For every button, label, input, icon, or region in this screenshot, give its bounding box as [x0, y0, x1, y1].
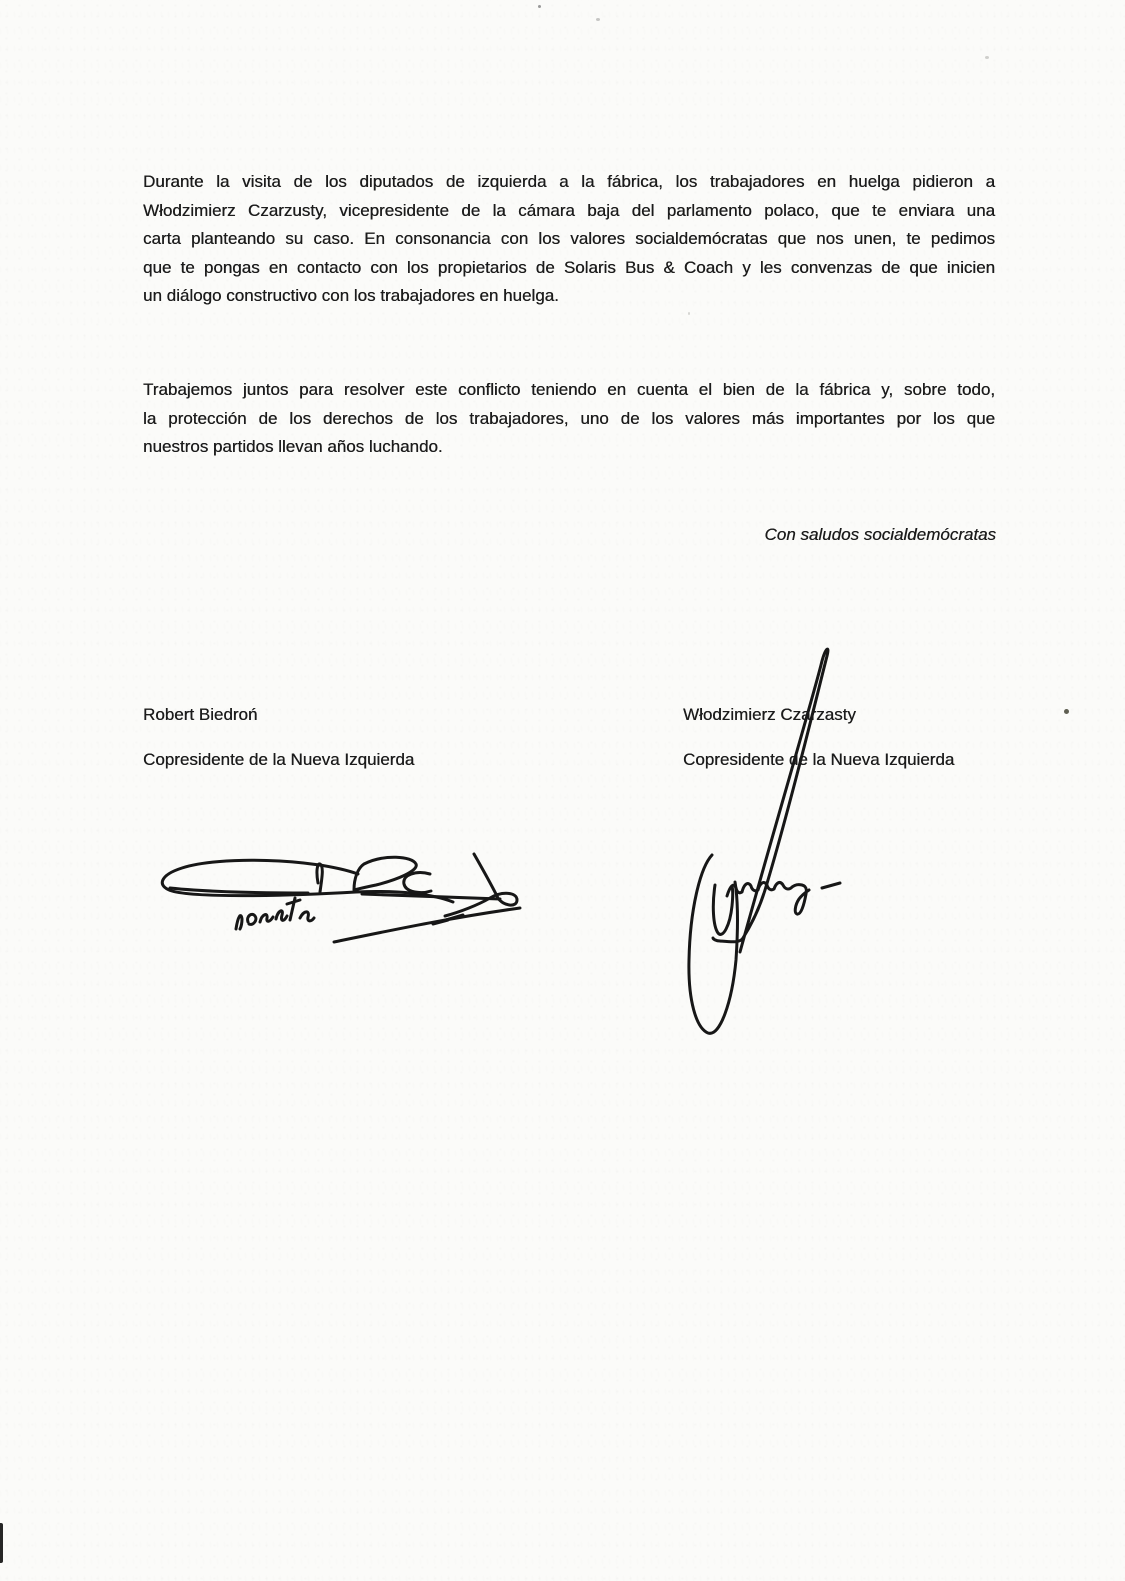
signatory-robert-biedron: [143, 701, 414, 774]
paragraph-line: la protección de los derechos de los trabajadores, uno de los valores más importantes por los que: [143, 408, 995, 428]
paragraph-line: nuestros partidos llevan años luchando.: [143, 437, 443, 457]
signatory-name: Włodzimierz Czarzasty: [683, 705, 856, 724]
signatory-wlodzimierz-czarzasty: [683, 701, 954, 774]
paragraph-line: Durante la visita de los diputados de izquierda a la fábrica, los trabajadores en huelga pidieron a: [143, 172, 995, 191]
paragraph-line: carta planteando su caso. En consonancia con los valores socialdemócratas que nos unen, te pedimos: [143, 229, 995, 249]
signatory-title: Copresidente de la Nueva Izquierda: [143, 749, 415, 769]
scan-speckle: [985, 56, 989, 59]
paragraph-line: que te pongas en contacto con los propietarios de Solaris Bus & Coach y les convenzas de que inicien: [143, 257, 995, 277]
signatory-title: Copresidente de la Nueva Izquierda: [683, 749, 955, 769]
scan-speckle: [538, 5, 541, 8]
closing-salutation: Con saludos socialdemócratas: [764, 525, 996, 544]
scan-speckle: [596, 18, 600, 21]
scan-edge-artifact: [0, 1523, 3, 1563]
signatory-name: Robert Biedroń: [143, 705, 258, 724]
robert-biedron-signature: [148, 842, 548, 962]
scan-speckle: [688, 312, 690, 315]
paragraph-2: [143, 376, 995, 462]
scan-speckle: [1064, 709, 1069, 714]
wlodzimierz-czarzasty-signature: [658, 628, 918, 1043]
paragraph-line: Włodzimierz Czarzusty, vicepresidente de la cámara baja del parlamento polaco, que te enviara una: [143, 200, 995, 220]
paragraph-line: un diálogo constructivo con los trabajadores en huelga.: [143, 286, 559, 306]
paragraph-line: Trabajemos juntos para resolver este conflicto teniendo en cuenta el bien de la fábrica y, sobre todo,: [143, 380, 995, 399]
paragraph-1: [143, 168, 995, 311]
